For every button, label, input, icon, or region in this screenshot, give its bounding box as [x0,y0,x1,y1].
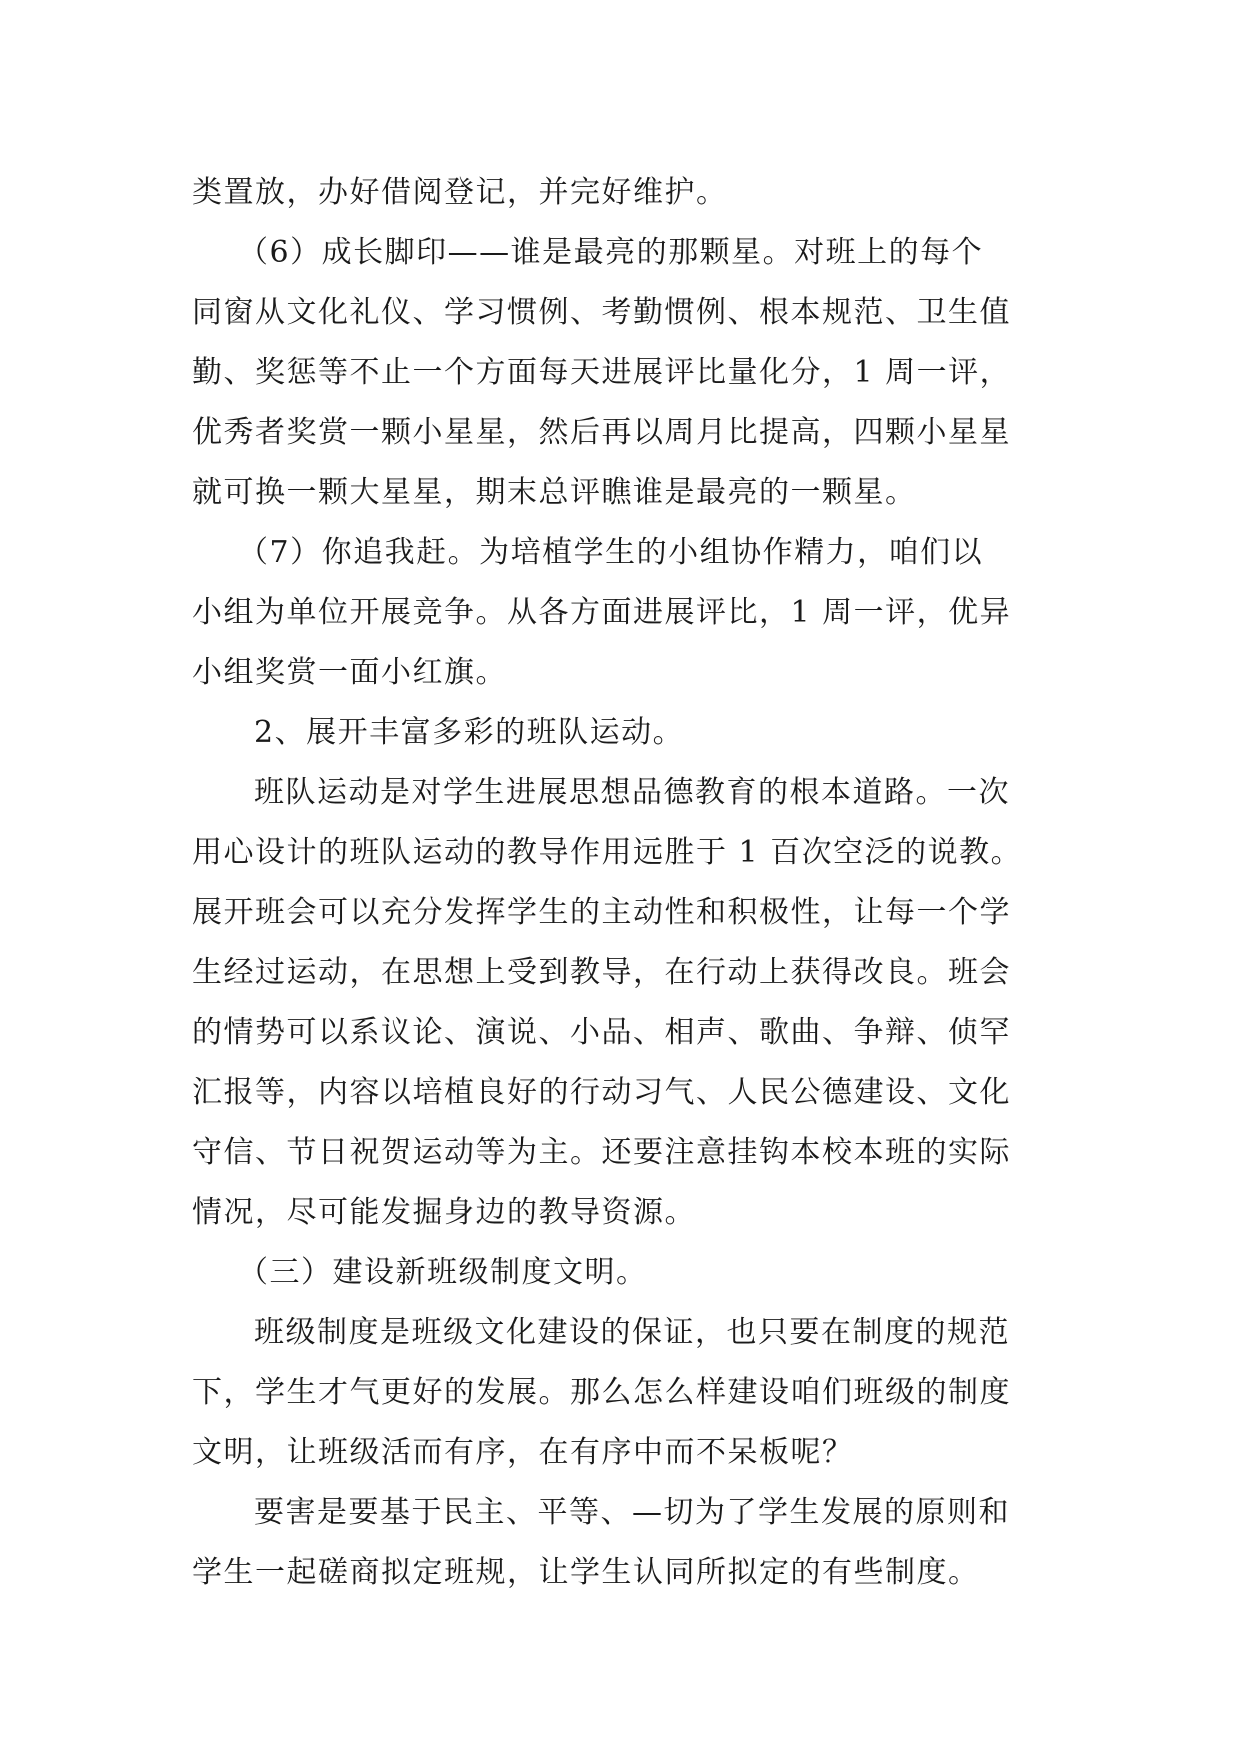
text-line: 学生一起磋商拟定班规，让学生认同所拟定的有些制度。 [192,1555,980,1590]
text-line: 小组奖赏一面小红旗。 [192,655,507,690]
paragraph-start-line: （7）你追我赶。为培植学生的小组协作精力，咱们以 [238,535,984,570]
paragraph-start-line: 要害是要基于民主、平等、—切为了学生发展的原则和 [254,1495,1010,1530]
text-line: 生经过运动，在思想上受到教导，在行动上获得改良。班会 [192,955,1011,990]
text-line: 展开班会可以充分发挥学生的主动性和积极性，让每一个学 [192,895,1011,930]
paragraph-start-line: 班队运动是对学生进展思想品德教育的根本道路。一次 [254,775,1010,810]
text-line: 勤、奖惩等不止一个方面每天进展评比量化分，1 周一评， [192,355,1012,390]
text-line: 情况，尽可能发掘身边的教导资源。 [192,1195,696,1230]
text-line: 同窗从文化礼仪、学习惯例、考勤惯例、根本规范、卫生值 [192,295,1011,330]
text-line: 下，学生才气更好的发展。那么怎么样建设咱们班级的制度 [192,1375,1011,1410]
document-body [192,163,1060,1603]
paragraph-start-line: 班级制度是班级文化建设的保证，也只要在制度的规范 [254,1315,1010,1350]
text-line: 用心设计的班队运动的教导作用远胜于 1 百次空泛的说教。 [192,835,1023,870]
text-line: 就可换一颗大星星，期末总评瞧谁是最亮的一颗星。 [192,475,917,510]
text-line: 的情势可以系议论、演说、小品、相声、歌曲、争辩、侦罕 [192,1015,1011,1050]
text-line: 小组为单位开展竞争。从各方面进展评比，1 周一评，优异 [192,595,1012,630]
text-line: 汇报等，内容以培植良好的行动习气、人民公德建设、文化 [192,1075,1011,1110]
text-line: 文明，让班级活而有序，在有序中而不呆板呢？ [192,1435,854,1470]
text-line: 优秀者奖赏一颗小星星，然后再以周月比提高，四颗小星星 [192,415,1011,450]
text-line: 守信、节日祝贺运动等为主。还要注意挂钩本校本班的实际 [192,1135,1011,1170]
section-heading: 2、展开丰富多彩的班队运动。 [254,715,685,750]
text-line: 类置放，办好借阅登记，并完好维护。 [192,175,728,210]
paragraph-start-line: （6）成长脚印——谁是最亮的那颗星。对班上的每个 [238,235,984,270]
section-heading: （三）建设新班级制度文明。 [238,1255,648,1290]
